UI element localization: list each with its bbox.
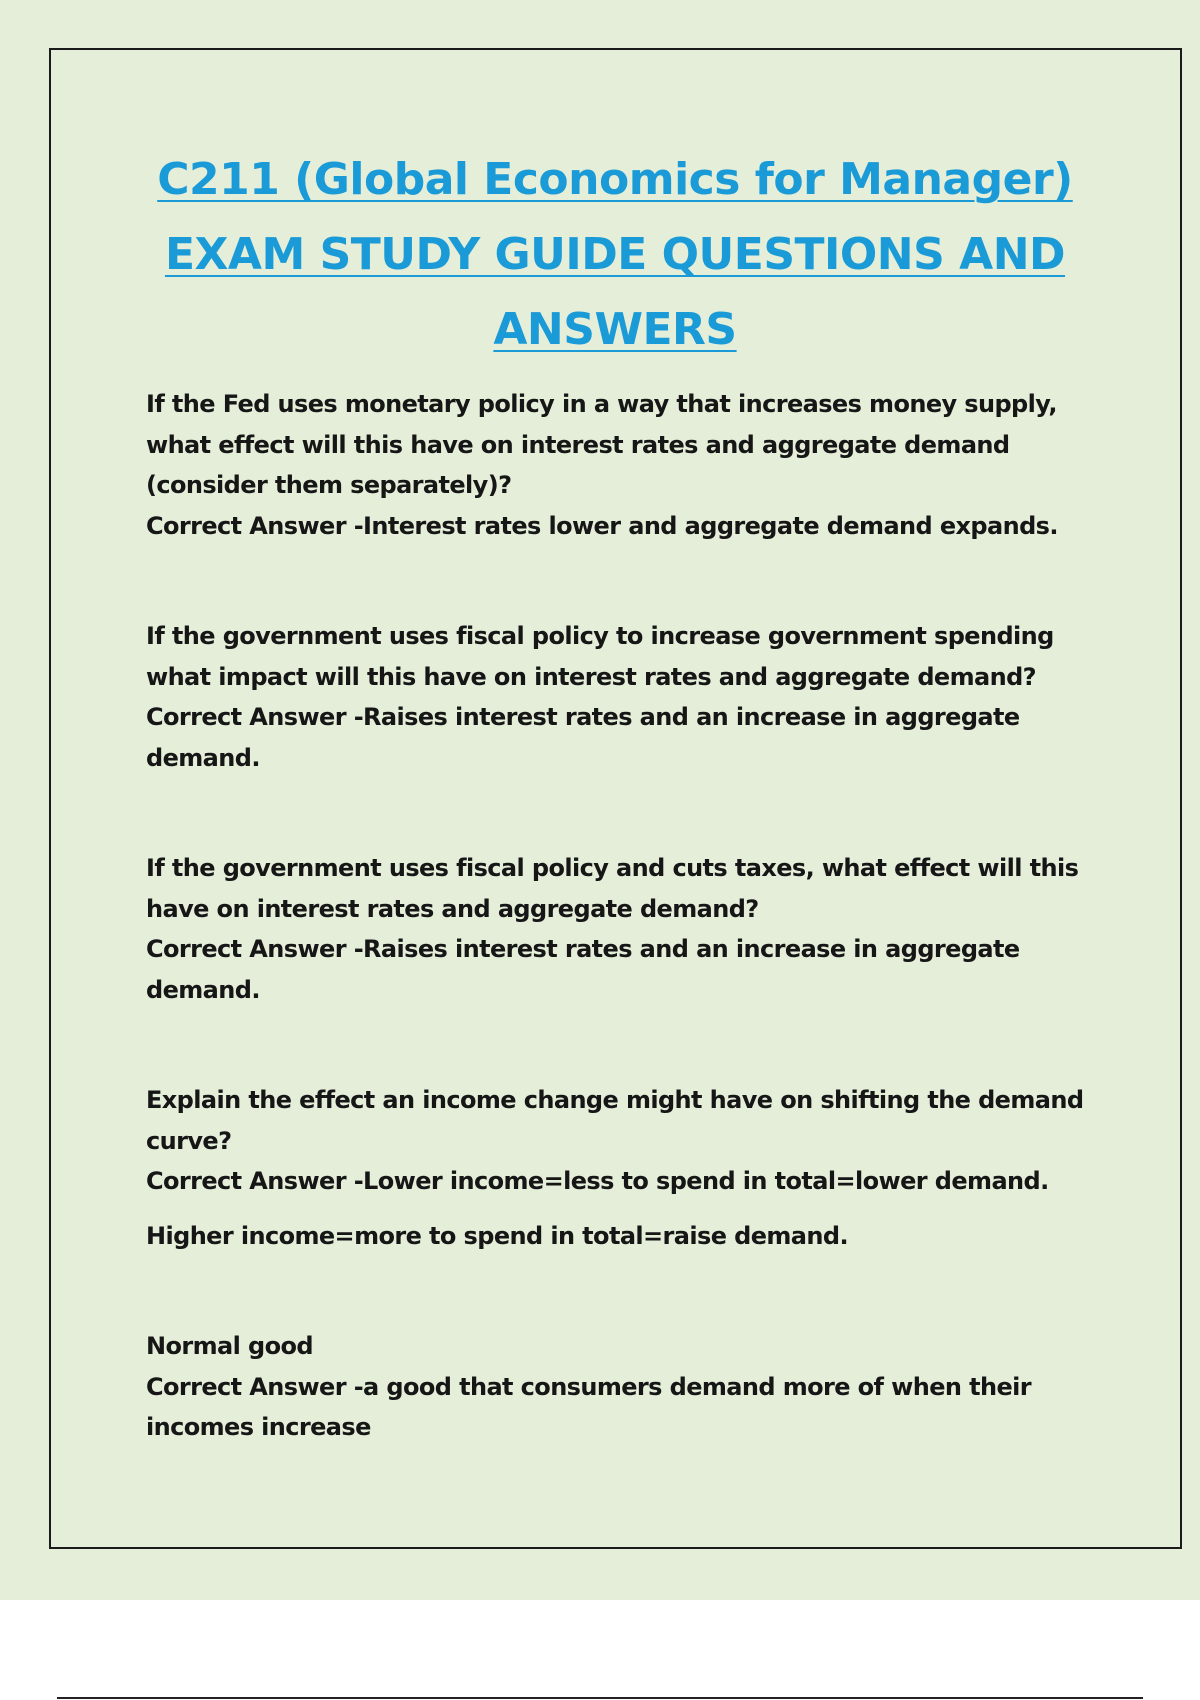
qa-item xyxy=(146,1326,1106,1448)
question-text: Explain the effect an income change might have on shifting the demand curve? xyxy=(146,1086,1084,1155)
answer-text: Correct Answer -Lower income=less to spend in total=lower demand. xyxy=(146,1167,1049,1195)
answer-text: Correct Answer -a good that consumers demand more of when their incomes increase xyxy=(146,1372,1032,1441)
qa-item xyxy=(146,384,1106,546)
qa-item xyxy=(146,616,1106,778)
qa-item xyxy=(146,848,1106,1010)
title-line-2: EXAM STUDY GUIDE QUESTIONS AND xyxy=(164,229,1066,280)
question-text: If the government uses fiscal policy to increase government spending what impact will this have on interest rates and aggregate demand? xyxy=(146,622,1054,691)
title-line-3: ANSWERS xyxy=(493,304,737,355)
qa-item xyxy=(146,1080,1106,1256)
question-text: Normal good xyxy=(146,1332,313,1360)
question-text: If the Fed uses monetary policy in a way that increases money supply, what effect will this have on interest rates and aggregate demand (consider them separately)? xyxy=(146,390,1057,499)
answer-text: Correct Answer -Raises interest rates and an increase in aggregate demand. xyxy=(146,703,1020,772)
answer-extra-text: Higher income=more to spend in total=raise demand. xyxy=(146,1221,848,1250)
title-line-1: C211 (Global Economics for Manager) xyxy=(157,154,1073,205)
question-text: If the government uses fiscal policy and cuts taxes, what effect will this have on interest rates and aggregate demand? xyxy=(146,854,1079,923)
answer-text: Correct Answer -Raises interest rates and an increase in aggregate demand. xyxy=(146,935,1020,1004)
answer-text: Correct Answer -Interest rates lower and aggregate demand expands. xyxy=(146,511,1058,540)
footer-divider xyxy=(57,1697,1143,1699)
qa-list xyxy=(146,384,1106,1448)
document-title xyxy=(110,142,1120,367)
